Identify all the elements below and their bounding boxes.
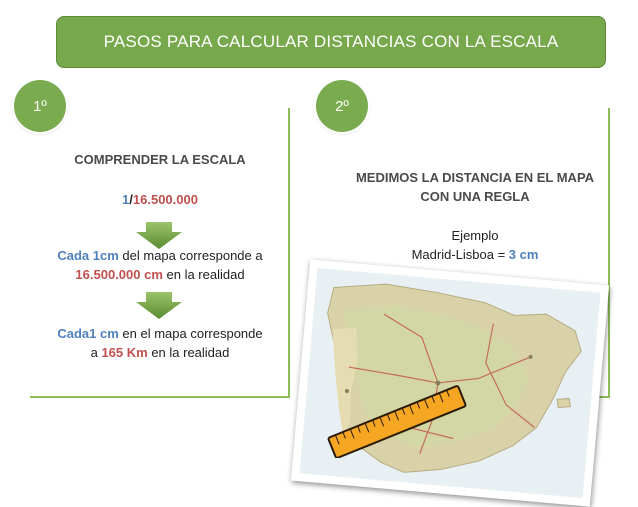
step-2-heading-line1: MEDIMOS LA DISTANCIA EN EL MAPA [355,170,595,185]
expl-1-text-b: en la realidad [162,267,245,282]
step-1-badge-text: 1º [33,97,47,115]
step-1-badge [14,80,66,132]
ruler-icon [318,368,478,458]
cm-label-2: Cada1 cm [57,326,119,341]
step-1-heading: COMPRENDER LA ESCALA [74,152,246,167]
km-value: 165 Km [101,345,148,360]
scale-numerator: 1 [122,192,130,207]
page-title [56,16,606,68]
step-2-heading [340,168,610,206]
scale-denominator: 16.500.000 [132,192,198,207]
step-2-heading-line2: CON UNA REGLA [420,189,530,204]
expl-2-text-b: a [90,345,102,360]
example-route: Madrid-Lisboa = [411,247,509,262]
example-value: 3 cm [508,247,539,262]
step-2-badge [316,80,368,132]
page-title-text: PASOS PARA CALCULAR DISTANCIAS CON LA ESCALA [103,32,559,51]
example-block [340,226,610,264]
step-2-badge-text: 2º [335,97,349,115]
example-label: Ejemplo [451,228,499,243]
down-arrow-icon [134,292,184,320]
scale-slash: / [129,192,133,207]
expl-2-text-c: en la realidad [147,345,230,360]
scale-explanation-1 [32,246,288,284]
expl-1-text-a: del mapa corresponde a [118,248,263,263]
cm-value-1: 16.500.000 cm [75,267,163,282]
scale-explanation-2 [32,324,288,362]
cm-label-1: Cada 1cm [57,248,119,263]
expl-2-text-a: en el mapa corresponde [118,326,263,341]
scale-ratio [40,190,280,209]
